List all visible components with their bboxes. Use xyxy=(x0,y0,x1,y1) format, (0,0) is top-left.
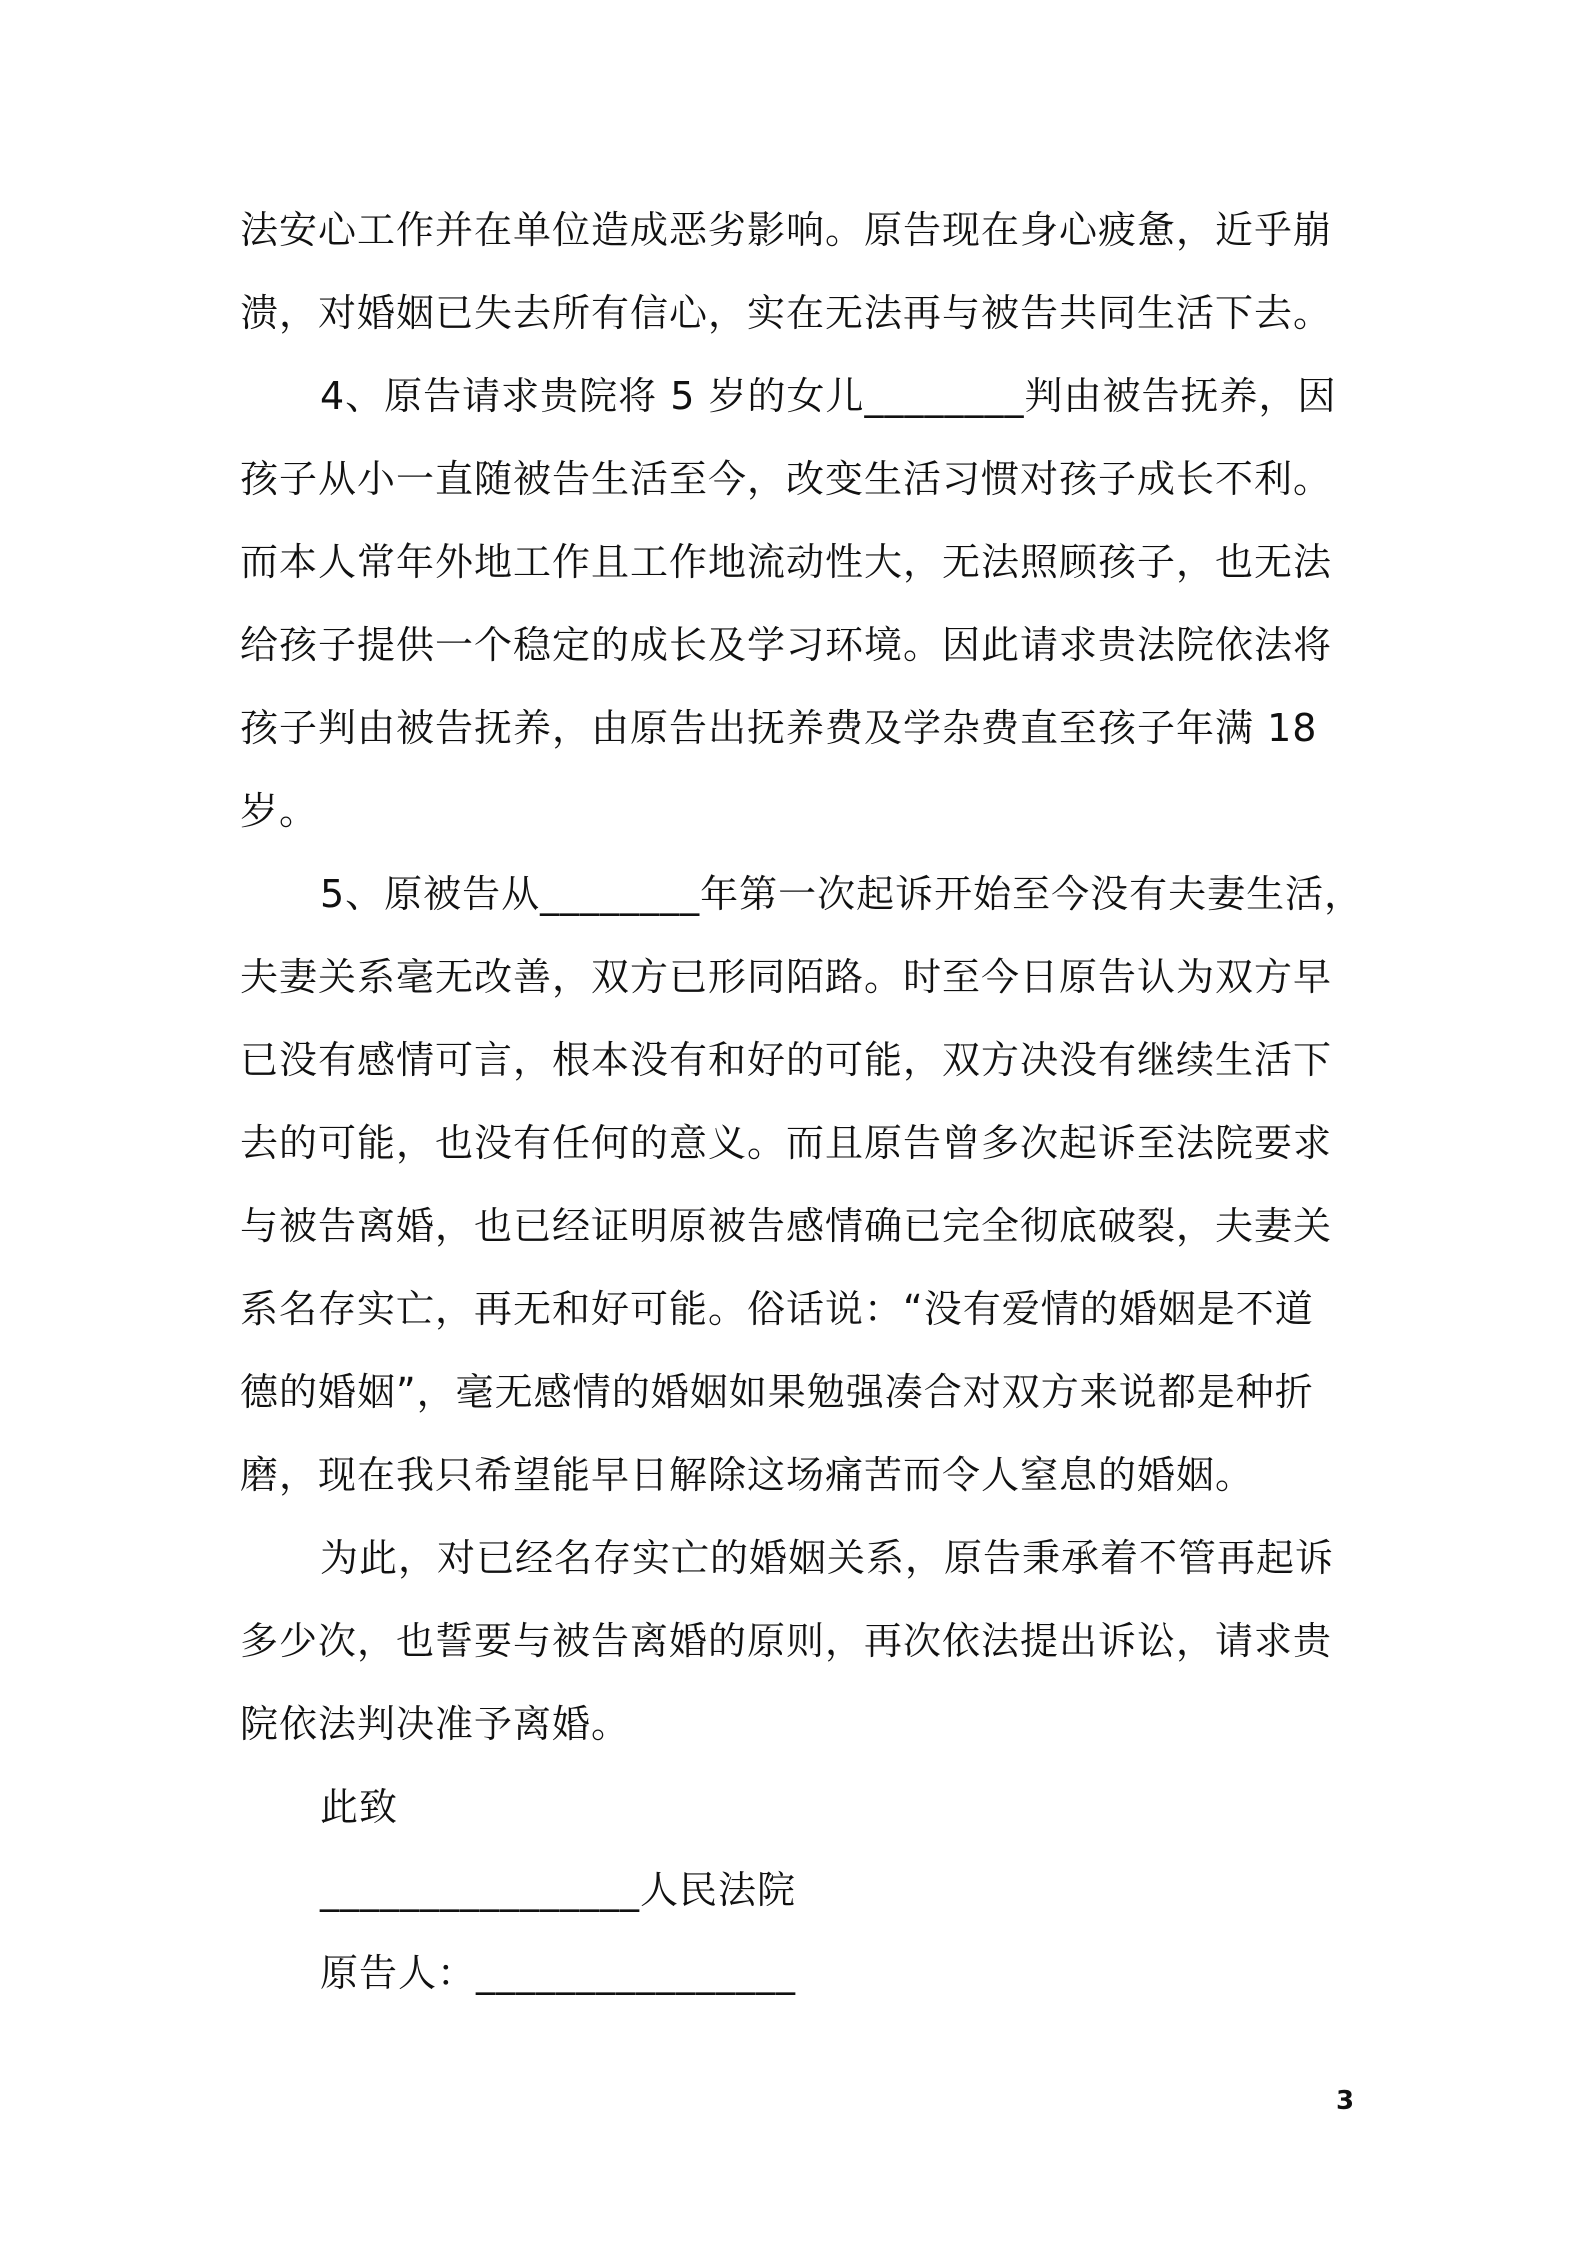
paragraph-line: 去的可能，也没有任何的意义。而且原告曾多次起诉至法院要求 xyxy=(240,1121,1333,1165)
paragraph-line: 法安心工作并在单位造成恶劣影响。原告现在身心疲惫，近乎崩 xyxy=(240,208,1333,252)
paragraph-line: 与被告离婚，也已经证明原被告感情确已完全彻底破裂，夫妻关 xyxy=(240,1204,1333,1248)
paragraph-line: 溃，对婚姻已失去所有信心，实在无法再与被告共同生活下去。 xyxy=(240,291,1333,335)
paragraph-line: 德的婚姻”，毫无感情的婚姻如果勉强凑合对双方来说都是种折 xyxy=(240,1370,1314,1414)
paragraph-line: 多少次，也誓要与被告离婚的原则，再次依法提出诉讼，请求贵 xyxy=(240,1619,1333,1663)
paragraph-line: 5、原被告从________年第一次起诉开始至今没有夫妻生活， xyxy=(320,872,1364,916)
paragraph-line: 系名存实亡，再无和好可能。俗话说：“没有爱情的婚姻是不道 xyxy=(240,1287,1314,1331)
paragraph-line: 4、原告请求贵院将 5 岁的女儿________判由被告抚养，因 xyxy=(320,374,1337,418)
paragraph-line: 岁。 xyxy=(240,789,319,833)
paragraph-line: 院依法判决准予离婚。 xyxy=(240,1702,631,1746)
paragraph-line: 夫妻关系毫无改善，双方已形同陌路。时至今日原告认为双方早 xyxy=(240,955,1333,999)
paragraph-line: 孩子从小一直随被告生活至今，改变生活习惯对孩子成长不利。 xyxy=(240,457,1333,501)
paragraph-line: 给孩子提供一个稳定的成长及学习环境。因此请求贵法院依法将 xyxy=(240,623,1333,667)
paragraph-line: 已没有感情可言，根本没有和好的可能，双方决没有继续生活下 xyxy=(240,1038,1333,1082)
court-name-line: ________________人民法院 xyxy=(320,1868,797,1912)
closing-salutation: 此致 xyxy=(320,1785,399,1829)
page-number: 3 xyxy=(1336,2086,1355,2116)
paragraph-line: 磨，现在我只希望能早日解除这场痛苦而令人窒息的婚姻。 xyxy=(240,1453,1255,1497)
paragraph-line: 为此，对已经名存实亡的婚姻关系，原告秉承着不管再起诉 xyxy=(320,1536,1335,1580)
plaintiff-signature-line: 原告人：________________ xyxy=(320,1951,797,1995)
paragraph-line: 而本人常年外地工作且工作地流动性大，无法照顾孩子，也无法 xyxy=(240,540,1333,584)
paragraph-line: 孩子判由被告抚养，由原告出抚养费及学杂费直至孩子年满 18 xyxy=(240,706,1318,750)
